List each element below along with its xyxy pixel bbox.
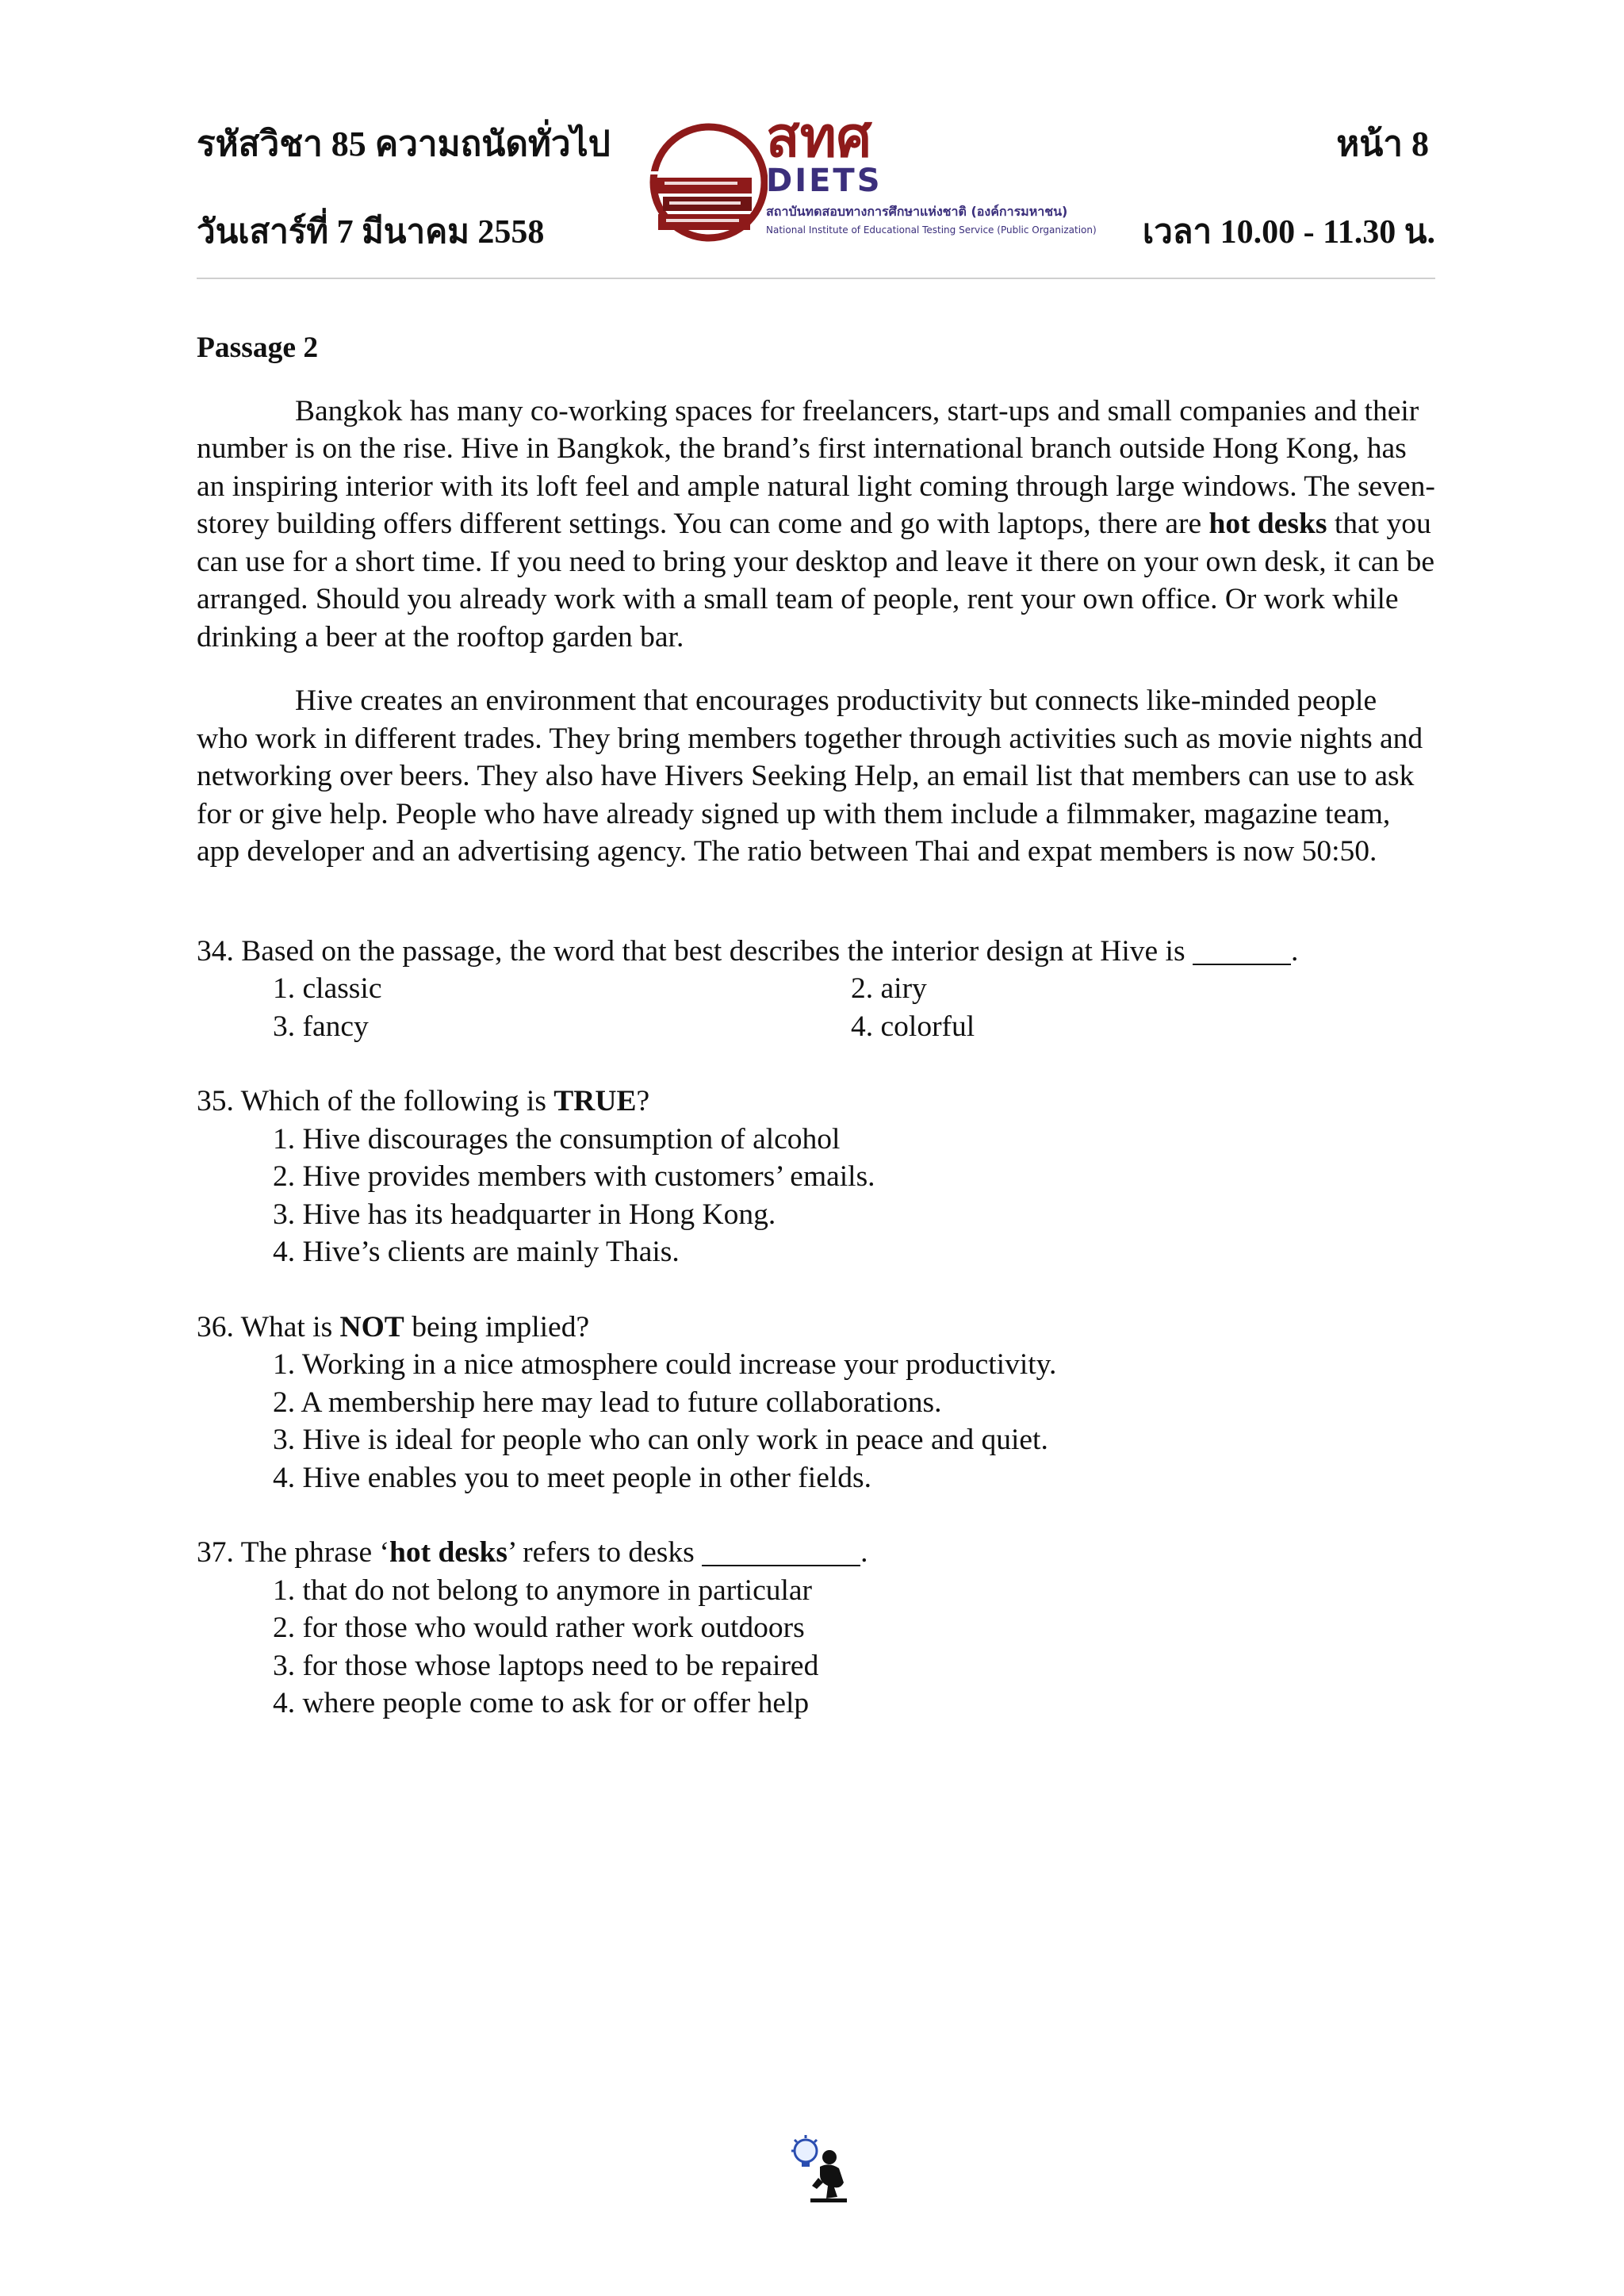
question-emphasis: TRUE xyxy=(553,1085,637,1117)
passage-paragraph-2: Hive creates an environment that encourages productivity but connects like-minded people who work in different trades. They bring members together through activities such as movie nights and networking over beers. They also have Hivers Seeking Help, an email list that members can use to ask for or give help. People who have already signed up with them include a filmmaker, magazine team, app developer and an advertising agency. The ratio between Thai and expat members is now 50:50. xyxy=(197,684,1423,868)
option[interactable]: 3. Hive is ideal for people who can only work in peace and quiet. xyxy=(273,1424,1048,1456)
option[interactable]: 1. classic xyxy=(273,972,382,1005)
question-text: 35. Which of the following is xyxy=(197,1085,554,1117)
exam-date: วันเสาร์ที่ 7 มีนาคม 2558 xyxy=(197,214,545,251)
question-stem xyxy=(197,1534,1435,1572)
question-34 xyxy=(197,933,1435,1046)
logo-diets: DIETS xyxy=(766,163,883,199)
exam-time: เวลา 10.00 - 11.30 น. xyxy=(1142,214,1435,251)
passage-text: that you can use for a short time. If you need to bring your desktop and leave it there on your own desk, it can be arranged. Should you already work with a small team of people, rent your own office. Or work while drinking a beer at the rooftop garden bar. xyxy=(197,508,1435,654)
question-stem xyxy=(197,1083,1435,1121)
question-36 xyxy=(197,1309,1435,1497)
question-stem xyxy=(197,933,1435,971)
answer-blank xyxy=(702,1538,860,1566)
header-divider xyxy=(197,278,1435,279)
option[interactable]: 4. Hive’s clients are mainly Thais. xyxy=(273,1236,680,1268)
exam-content xyxy=(197,329,1435,1723)
question-stem xyxy=(197,1309,1435,1347)
answer-blank xyxy=(1193,937,1291,965)
thinker-lightbulb-icon xyxy=(788,2133,852,2203)
subject-code: รหัสวิชา 85 ความถนัดทั่วไป xyxy=(197,125,611,163)
passage-text: Bangkok has many co-working spaces for freelancers, start-ups and small companies and their number is on the rise. Hive in Bangkok, the brand’s first international branch outside Hong Kong, has an inspiring interior with its loft feel and ample natural light coming through large windows. The seven-storey building offers different settings. You can come and go with laptops, there are xyxy=(197,394,1435,540)
option[interactable]: 1. Hive discourages the consumption of alcohol xyxy=(273,1122,841,1156)
niets-logo xyxy=(649,105,1097,252)
options-grid xyxy=(197,970,1435,1045)
question-text: 37. The phrase ‘ xyxy=(197,1536,389,1569)
passage-title: Passage 2 xyxy=(197,332,319,364)
option[interactable]: 1. that do not belong to anymore in particular xyxy=(273,1573,813,1607)
hot-desks-term: hot desks xyxy=(1208,508,1327,540)
option[interactable]: 2. for those who would rather work outdoors xyxy=(273,1612,805,1644)
option[interactable]: 4. Hive enables you to meet people in other fields. xyxy=(273,1461,871,1494)
logo-thai-brand: สทศ xyxy=(766,105,872,170)
question-end: . xyxy=(1290,934,1299,968)
question-text: 36. What is xyxy=(197,1310,340,1343)
question-text: 34. Based on the passage, the word that best describes the interior design at Hive is xyxy=(197,934,1193,968)
option[interactable]: 2. airy xyxy=(851,972,927,1005)
question-emphasis: hot desks xyxy=(389,1536,508,1569)
page-number: หน้า 8 xyxy=(1336,125,1429,163)
question-37 xyxy=(197,1534,1435,1723)
question-text: ? xyxy=(636,1085,650,1117)
question-emphasis: NOT xyxy=(339,1310,404,1343)
question-end: . xyxy=(860,1536,868,1569)
option[interactable]: 3. fancy xyxy=(273,1010,369,1043)
option[interactable]: 3. for those whose laptops need to be repaired xyxy=(273,1649,819,1682)
question-text: ’ refers to desks xyxy=(508,1536,703,1569)
logo-org-thai: สถาบันทดสอบทางการศึกษาแห่งชาติ (องค์การมหาชน) xyxy=(766,204,1068,219)
option[interactable]: 2. Hive provides members with customers’ emails. xyxy=(273,1160,875,1193)
books-emblem-icon xyxy=(649,109,768,252)
option[interactable]: 2. A membership here may lead to future collaborations. xyxy=(273,1386,942,1419)
question-text: being implied? xyxy=(404,1310,590,1343)
passage-paragraph-1 xyxy=(197,393,1435,657)
option[interactable]: 4. where people come to ask for or offer help xyxy=(273,1687,810,1719)
option[interactable]: 3. Hive has its headquarter in Hong Kong. xyxy=(273,1198,776,1231)
question-35 xyxy=(197,1083,1435,1271)
logo-org-english: National Institute of Educational Testing Service (Public Organization) xyxy=(766,224,1097,236)
option[interactable]: 4. colorful xyxy=(851,1010,975,1043)
option[interactable]: 1. Working in a nice atmosphere could increase your productivity. xyxy=(273,1348,1057,1381)
